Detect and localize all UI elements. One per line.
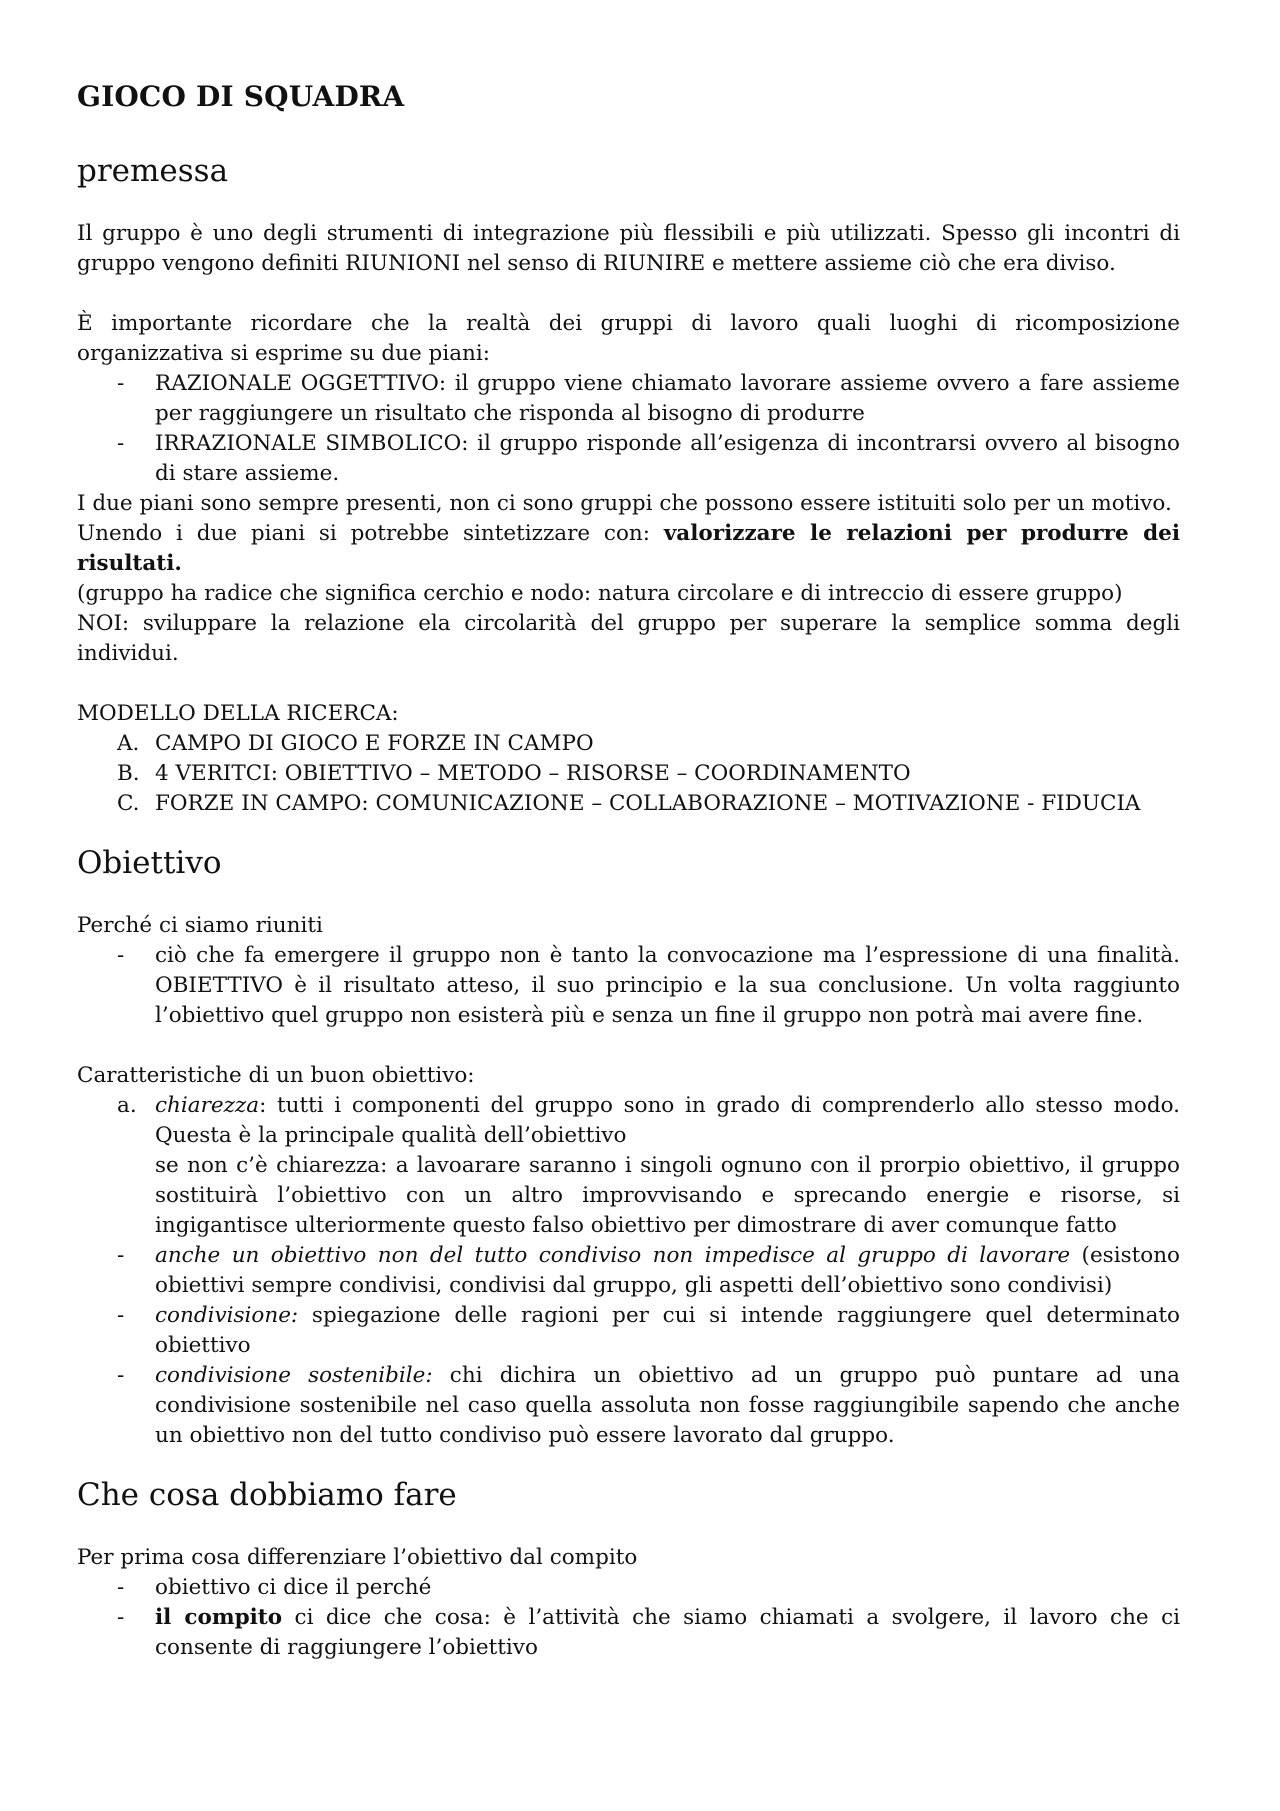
list-compito xyxy=(77,1573,1180,1663)
list-item: - il compito ci dice che cosa: è l’attività che siamo chiamati a svolgere, il lavoro che ci consente di raggiungere l’obiettivo xyxy=(117,1605,1180,1660)
paragraph-due-piani: I due piani sono sempre presenti, non ci sono gruppi che possono essere istituiti solo per un motivo. xyxy=(77,491,1172,516)
bold-sintesi: valorizzare le relazioni per produrre dei risultati. xyxy=(77,521,1180,576)
dash-marker: - xyxy=(117,943,125,968)
list-item: a. chiarezza: tutti i componenti del gruppo sono in grado di comprenderlo allo stesso modo. Questa è la principale qualità dell’obiettivo se non c’è chiarezza: a lavoarare saranno i singoli ognuno con il prorpio obiettivo, il gruppo sostituirà l’obiettivo con un altro improvvisando e sprecando energie e risorse, si ingigantisce ulteriormente questo falso obiettivo per dimostrare di aver comunque fatto xyxy=(117,1093,1180,1238)
dash-marker: - xyxy=(117,1303,125,1328)
paragraph-noi: NOI: sviluppare la relazione ela circolarità del gruppo per superare la semplice somma degli individui. xyxy=(77,611,1180,666)
dash-marker: - xyxy=(117,431,125,456)
section-heading-compito: Che cosa dobbiamo fare xyxy=(77,1477,457,1513)
list-caratteristiche xyxy=(77,1091,1180,1241)
dash-marker: - xyxy=(117,371,125,396)
list-item: B. 4 VERITCI: OBIETTIVO – METODO – RISORSE – COORDINAMENTO xyxy=(117,761,911,786)
paragraph-compito-intro: Per prima cosa differenziare l’obiettivo dal compito xyxy=(77,1545,638,1570)
paragraph-caratteristiche: Caratteristiche di un buon obiettivo: xyxy=(77,1063,475,1088)
modello-label: MODELLO DELLA RICERCA: xyxy=(77,701,399,726)
paragraph-perche: Perché ci siamo riuniti xyxy=(77,913,323,938)
list-item: - condivisione sostenibile: chi dichira un obiettivo ad un gruppo può puntare ad una condivisione sostenibile nel caso quella assoluta non fosse raggiungibile sapendo che anche un obiettivo non del tutto condiviso può essere lavorato dal gruppo. xyxy=(117,1363,1180,1448)
dash-marker: - xyxy=(117,1605,125,1630)
paragraph-piani: È importante ricordare che la realtà dei gruppi di lavoro quali luoghi di ricomposizione organizzativa si esprime su due piani: xyxy=(77,311,1180,366)
paragraph-intro: Il gruppo è uno degli strumenti di integrazione più flessibili e più utilizzati. Spesso gli incontri di gruppo vengono definiti RIUNIONI nel senso di RIUNIRE e mettere assieme ciò che era diviso. xyxy=(77,221,1180,276)
list-item: A. CAMPO DI GIOCO E FORZE IN CAMPO xyxy=(117,731,594,756)
paragraph-radice: (gruppo ha radice che significa cerchio e nodo: natura circolare e di intreccio di essere gruppo) xyxy=(77,581,1123,606)
list-item: - ciò che fa emergere il gruppo non è tanto la convocazione ma l’espressione di una finalità. OBIETTIVO è il risultato atteso, il suo principio e la sua conclusione. Un volta raggiunto l’obiettivo quel gruppo non esisterà più e senza un fine il gruppo non potrà mai avere fine. xyxy=(117,943,1180,1028)
dash-marker: - xyxy=(117,1243,125,1268)
list-item: - condivisione: spiegazione delle ragioni per cui si intende raggiungere quel determinato obiettivo xyxy=(117,1303,1180,1358)
list-perche xyxy=(77,941,1180,1031)
dash-marker: - xyxy=(117,1363,125,1388)
document-title: GIOCO DI SQUADRA xyxy=(77,80,405,113)
dash-marker: - xyxy=(117,1575,125,1600)
list-item: - obiettivo ci dice il perché xyxy=(77,1573,1180,1603)
term-chiarezza: chiarezza xyxy=(155,1093,260,1118)
section-heading-premessa: premessa xyxy=(77,153,229,189)
list-condivisione xyxy=(77,1241,1180,1451)
list-item: - RAZIONALE OGGETTIVO: il gruppo viene chiamato lavorare assieme ovvero a fare assieme per raggiungere un risultato che risponda al bisogno di produrre xyxy=(117,371,1180,426)
list-piani xyxy=(77,369,1180,489)
list-item: - IRRAZIONALE SIMBOLICO: il gruppo risponde all’esigenza di incontrarsi ovvero al bisogno di stare assieme. xyxy=(117,431,1180,486)
list-item: C. FORZE IN CAMPO: COMUNICAZIONE – COLLABORAZIONE – MOTIVAZIONE - FIDUCIA xyxy=(117,791,1141,816)
paragraph-sintesi: Unendo i due piani si potrebbe sintetizzare con: valorizzare le relazioni per produrre dei risultati. xyxy=(77,521,1180,576)
list-modello xyxy=(77,729,1180,819)
list-item: - anche un obiettivo non del tutto condiviso non impedisce al gruppo di lavorare (esistono obiettivi sempre condivisi, condivisi dal gruppo, gli aspetti dell’obiettivo sono condivisi) xyxy=(117,1243,1180,1298)
section-heading-obiettivo: Obiettivo xyxy=(77,845,222,881)
